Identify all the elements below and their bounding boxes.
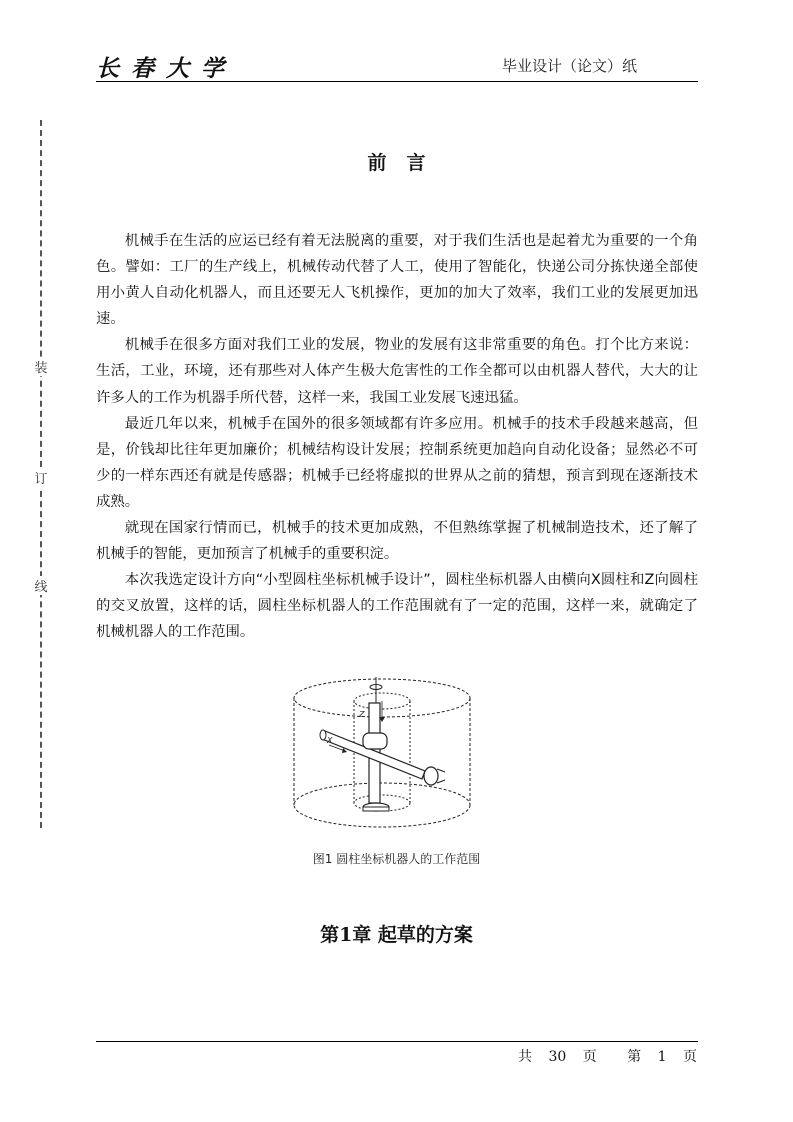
- current-suffix: 页: [683, 1049, 697, 1065]
- header-rule: [96, 81, 698, 82]
- paragraph: 机械手在生活的应运已经有着无法脱离的重要，对于我们生活也是起着尤为重要的一个角色。譬如：工厂的生产线上，机械传动代替了人工，使用了智能化，快递公司分拣快递全部使用小黄人自动化机器人，而且还要无人飞机操作，更加的加大了效率，我们工业的发展更加迅速。: [96, 233, 698, 328]
- paragraph: 就现在国家行情而已，机械手的技术更加成熟，不但熟练掌握了机械制造技术，还了解了机械手的智能，更加预言了机械手的重要积淀。: [96, 520, 698, 563]
- binding-char-xian: 线: [33, 576, 49, 595]
- preface-body: [96, 228, 698, 646]
- binding-char-zhuang: 装: [33, 357, 49, 376]
- footer-rule: [96, 1041, 698, 1042]
- total-suffix: 页: [582, 1049, 597, 1065]
- total-pages: 30: [548, 1049, 567, 1065]
- current-page: 1: [657, 1049, 667, 1065]
- preface-title: 前言: [367, 152, 446, 174]
- robot-workspace-figure: [285, 673, 480, 835]
- x-axis-label: X: [327, 736, 333, 745]
- school-name: 长春大学: [96, 55, 236, 82]
- robot-workspace-drawing: [285, 673, 480, 835]
- paragraph: 本次我选定设计方向“小型圆柱坐标机械手设计”，圆柱坐标机器人由横向X圆柱和Z向圆柱的交叉放置，这样的话，圆柱坐标机器人的工作范围就有了一定的范围，这样一来，就确定了机械机器人的工作范围。: [96, 572, 698, 641]
- binding-char-ding: 订: [33, 468, 49, 487]
- page-number: [518, 1046, 697, 1066]
- chapter-title: 第1章 起草的方案: [320, 924, 473, 946]
- paragraph: 机械手在很多方面对我们工业的发展，物业的发展有这非常重要的角色。打个比方来说：生活，工业，环境，还有那些对人体产生极大危害性的工作全都可以由机器人替代，大大的让许多人的工作为机器手所代替，这样一来，我国工业发展飞速迅猛。: [96, 337, 698, 406]
- header-subtitle: 毕业设计（论文）纸: [502, 57, 638, 75]
- figure-caption: 图1 圆柱坐标机器人的工作范围: [312, 852, 481, 866]
- paragraph: 最近几年以来，机械手在国外的很多领域都有许多应用。机械手的技术手段越来越高，但是，价钱却比往年更加廉价；机械结构设计发展；控制系统更加趋向自动化设备；显然必不可少的一样东西还有就是传感器；机械手已经将虚拟的世界从之前的猜想，预言到现在逐渐技术成熟。: [96, 415, 698, 510]
- current-prefix: 第: [627, 1049, 642, 1065]
- total-prefix: 共: [517, 1049, 532, 1065]
- z-axis-label: Z: [359, 710, 365, 719]
